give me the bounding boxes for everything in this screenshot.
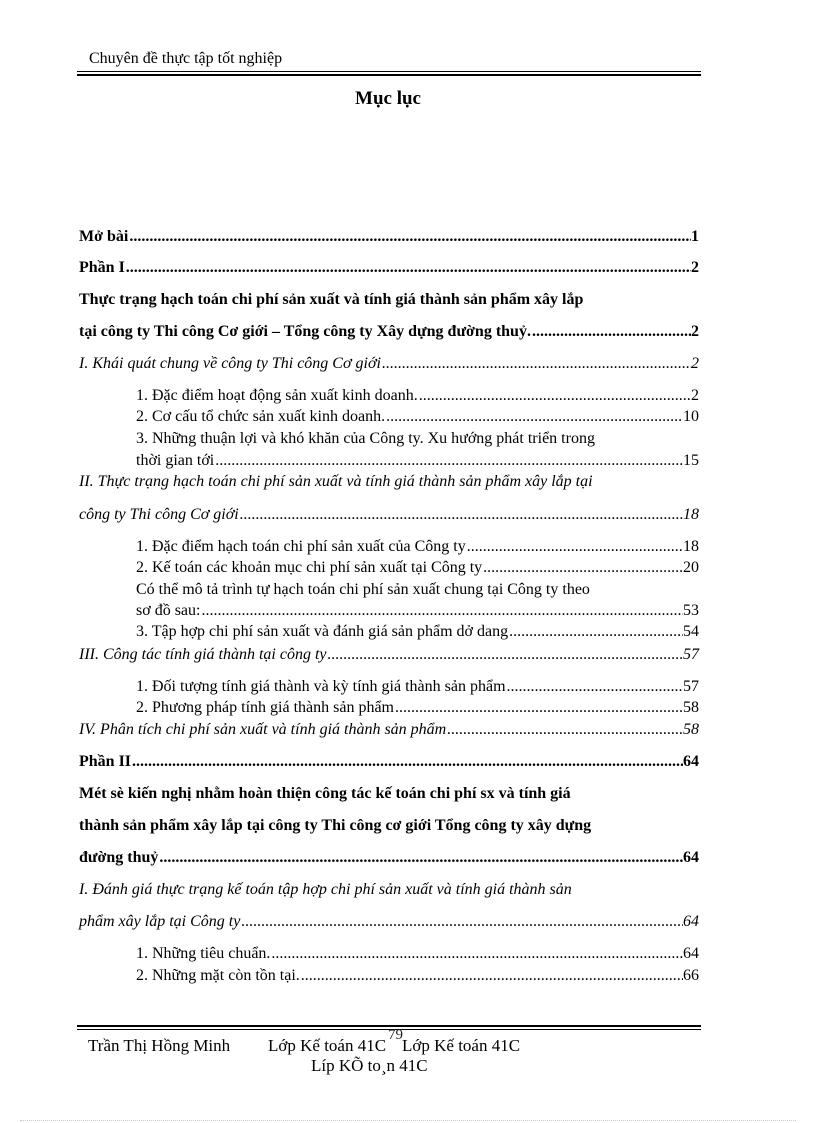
toc-leader-dots xyxy=(327,645,683,665)
toc-entry-title: II. Thực trạng hạch toán chi phí sản xuất và tính giá thành sản phẩm xây lắp tại xyxy=(79,473,593,490)
toc-entry-title: 2. Những mặt còn tồn tại. xyxy=(136,967,300,984)
toc-leader-dots xyxy=(482,558,683,578)
toc-page-number: 54 xyxy=(683,623,699,640)
toc-entry xyxy=(79,505,699,525)
toc-entry-title: thành sản phẩm xây lắp tại công ty Thi công cơ giới Tổng công ty xây dựng xyxy=(79,817,592,834)
toc-entry-title: 1. Đối tượng tính giá thành và kỳ tính giá thành sản phẩm xyxy=(136,678,506,695)
toc-leader-dots xyxy=(158,848,683,868)
toc-entry-title: công ty Thi công Cơ giới xyxy=(79,506,239,523)
toc-leader-dots xyxy=(240,912,683,932)
toc-entry xyxy=(136,558,699,578)
toc-entry-title: 2. Kế toán các khoản mục chi phí sản xuất tại Công ty xyxy=(136,559,483,576)
toc-leader-dots xyxy=(466,537,683,557)
toc-entry xyxy=(79,290,699,310)
toc-page-number: 64 xyxy=(683,913,699,930)
toc-entry xyxy=(136,537,699,557)
page-number: 79 xyxy=(388,1027,403,1043)
toc-leader-dots xyxy=(214,451,683,471)
toc-entry xyxy=(79,354,699,374)
toc-entry xyxy=(79,880,699,900)
toc-entry xyxy=(79,227,699,247)
toc-entry-title: IV. Phân tích chi phí sản xuất và tính giá thành sản phẩm xyxy=(79,721,447,738)
toc-page-number: 10 xyxy=(683,408,699,425)
toc-leader-dots xyxy=(381,354,691,374)
toc-page-number: 18 xyxy=(683,506,699,523)
toc-entry xyxy=(136,601,699,621)
toc-page-number: 2 xyxy=(691,387,699,404)
header-rule xyxy=(77,71,701,72)
header-rule-thick xyxy=(77,74,701,76)
toc-leader-dots xyxy=(125,258,691,278)
toc-entry-title: I. Đánh giá thực trạng kế toán tập hợp chi phí sản xuất và tính giá thành sản xyxy=(79,881,572,898)
toc-entry-title: thời gian tới xyxy=(136,452,215,469)
toc-leader-dots xyxy=(418,386,691,406)
toc-entry-title: sơ đồ sau: xyxy=(136,602,201,619)
toc-page-number: 20 xyxy=(683,559,699,576)
toc-page-number: 2 xyxy=(691,355,699,372)
toc-leader-dots xyxy=(131,752,683,772)
toc-page-number: 53 xyxy=(683,602,699,619)
toc-entry xyxy=(136,677,699,697)
toc-entry xyxy=(79,816,699,836)
toc-entry xyxy=(79,848,699,868)
toc-entry xyxy=(79,645,699,665)
toc-leader-dots xyxy=(128,227,691,247)
toc-entry-title: Có thể mô tả trình tự hạch toán chi phí sản xuất chung tại Công ty theo xyxy=(136,581,590,598)
toc-entry-title: Thực trạng hạch toán chi phí sản xuất và tính giá thành sản phẩm xây lắp xyxy=(79,291,584,308)
toc-page-number: 64 xyxy=(683,753,699,770)
toc-page-number: 57 xyxy=(683,646,699,663)
footer-class-label-garbled: Líp KÕ to¸n 41C xyxy=(311,1056,428,1075)
page-title: Mục lục xyxy=(355,88,421,109)
toc-entry-title: I. Khái quát chung về công ty Thi công Cơ giới xyxy=(79,355,381,372)
toc-entry xyxy=(79,720,699,740)
toc-leader-dots xyxy=(446,720,683,740)
toc-entry xyxy=(79,912,699,932)
toc-entry xyxy=(79,752,699,772)
toc-entry-title: 1. Những tiêu chuẩn. xyxy=(136,945,271,962)
toc-entry-title: III. Công tác tính giá thành tại công ty xyxy=(79,646,327,663)
footer-class-label: Lớp Kế toán 41C xyxy=(268,1036,387,1055)
toc-page-number: 58 xyxy=(683,721,699,738)
toc-entry-title: tại công ty Thi công Cơ giới – Tổng công ty Xây dựng đường thuỷ. xyxy=(79,323,531,340)
toc-entry xyxy=(79,784,699,804)
toc-entry-title: 1. Đặc điểm hạch toán chi phí sản xuất của Công ty xyxy=(136,538,466,555)
toc-leader-dots xyxy=(531,322,691,342)
toc-page-number: 15 xyxy=(683,452,699,469)
toc-leader-dots xyxy=(506,677,683,697)
toc-page-number: 2 xyxy=(691,323,699,340)
toc-entry xyxy=(136,407,699,427)
toc-page-number: 1 xyxy=(691,228,699,245)
toc-entry xyxy=(136,580,699,600)
toc-entry-title: 1. Đặc điểm hoạt động sản xuất kinh doanh. xyxy=(136,387,418,404)
toc-entry-title: 2. Cơ cấu tổ chức sản xuất kinh doanh. xyxy=(136,408,386,425)
toc-page-number: 57 xyxy=(683,678,699,695)
document-header: Chuyên đề thực tập tốt nghiệp xyxy=(89,50,283,67)
footer-author: Trần Thị Hồng Minh xyxy=(88,1036,231,1055)
toc-entry xyxy=(79,322,699,342)
toc-entry xyxy=(136,386,699,406)
toc-leader-dots xyxy=(200,601,683,621)
toc-entry xyxy=(136,429,699,449)
toc-entry xyxy=(136,451,699,471)
toc-page-number: 2 xyxy=(691,259,699,276)
toc-leader-dots xyxy=(385,407,683,427)
toc-entry-title: 3. Những thuận lợi và khó khăn của Công ty. Xu hướng phát triển trong xyxy=(136,430,595,447)
toc-entry xyxy=(136,698,699,718)
toc-leader-dots xyxy=(270,944,683,964)
toc-entry xyxy=(79,472,699,492)
toc-leader-dots xyxy=(300,966,683,986)
toc-leader-dots xyxy=(394,698,683,718)
toc-leader-dots xyxy=(239,505,683,525)
toc-page-number: 58 xyxy=(683,699,699,716)
toc-entry-title: Mét sè kiến nghị nhằm hoàn thiện công tác kế toán chi phí sx và tính giá xyxy=(79,785,571,802)
toc-page-number: 64 xyxy=(683,945,699,962)
toc-page-number: 18 xyxy=(683,538,699,555)
toc-entry-title: Mở bài xyxy=(79,228,129,245)
toc-entry-title: Phần II xyxy=(79,753,132,770)
toc-page-number: 64 xyxy=(683,849,699,866)
toc-entry-title: 3. Tập hợp chi phí sản xuất và đánh giá sản phẩm dở dang xyxy=(136,623,509,640)
toc-entry xyxy=(79,258,699,278)
toc-entry-title: đường thuỷ xyxy=(79,849,159,866)
toc-leader-dots xyxy=(508,622,683,642)
toc-entry-title: phẩm xây lắp tại Công ty xyxy=(79,913,241,930)
toc-entry-title: 2. Phương pháp tính giá thành sản phẩm xyxy=(136,699,394,716)
toc-page-number: 66 xyxy=(683,967,699,984)
toc-entry xyxy=(136,944,699,964)
toc-entry-title: Phần I xyxy=(79,259,125,276)
toc-entry xyxy=(136,966,699,986)
page-bottom-border xyxy=(20,1120,796,1121)
footer-class-label-repeat: Lớp Kế toán 41C xyxy=(402,1036,521,1055)
toc-entry xyxy=(136,622,699,642)
